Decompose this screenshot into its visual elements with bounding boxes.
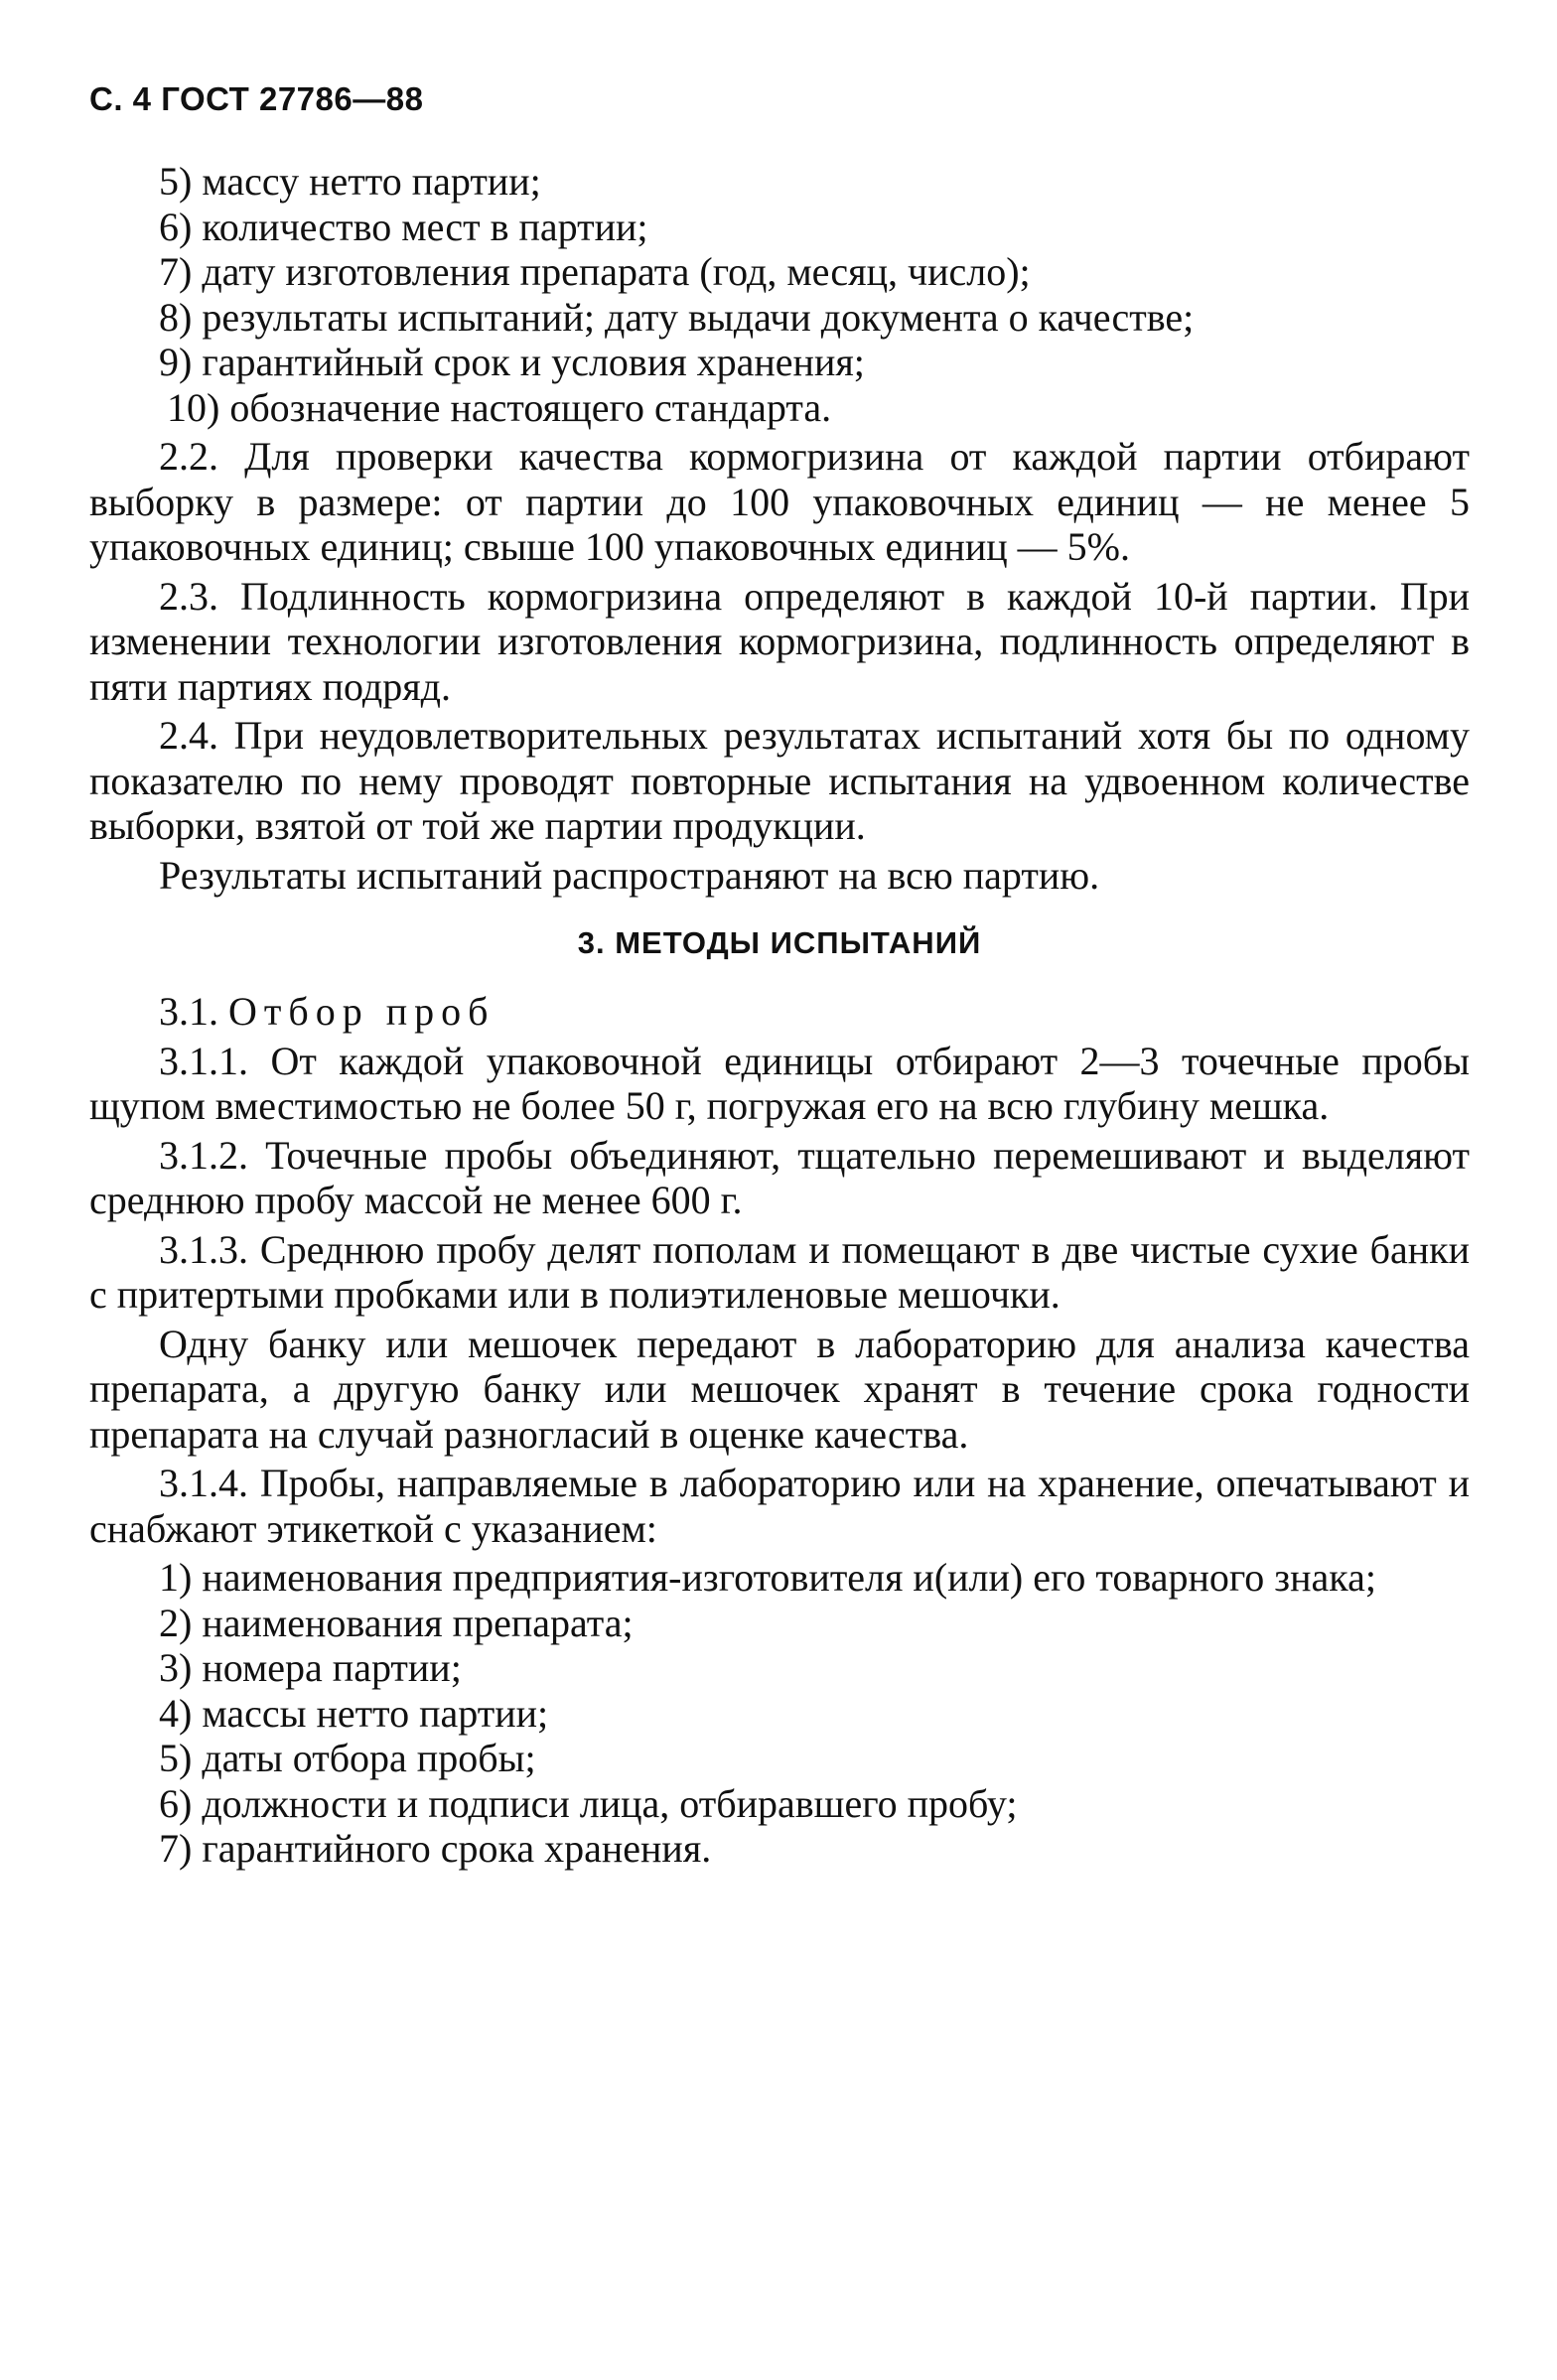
list-item: 5) даты отбора пробы; (159, 1736, 536, 1780)
paragraph-3-1-4: 3.1.4. Пробы, направляемые в лабораторию или на хранение, опечатывают и снабжают этикеткой с указанием: (89, 1461, 1470, 1551)
list-item: 6) количество мест в партии; (159, 204, 648, 249)
list-item: 7) дату изготовления препарата (год, месяц, число); (159, 249, 1031, 294)
list-item: 4) массы нетто партии; (159, 1690, 549, 1736)
list-item: 1) наименования предприятия-изготовителя и(или) его товарного знака; (159, 1555, 1376, 1600)
paragraph-2-4: 2.4. При неудовлетворительных результатах испытаний хотя бы по одному показателю по нему проводят повторные испытания на удвоенном количестве выборки, взятой от той же партии продукции. (89, 713, 1470, 848)
subsection-title: Отбор проб (228, 989, 495, 1034)
list-item: 9) гарантийный срок и условия хранения; (159, 340, 865, 384)
list-item: 5) массу нетто партии; (159, 159, 541, 204)
paragraph-one-jar: Одну банку или мешочек передают в лабораторию для анализа качества препарата, а другую банку или мешочек хранят в течение срока годности препарата на случай разногласий в оценке качества. (89, 1321, 1470, 1457)
list-item: 8) результаты испытаний; дату выдачи документа о качестве; (159, 294, 1195, 340)
document-page (89, 79, 1470, 1872)
paragraph-2-3: 2.3. Подлинность кормогризина определяют в каждой 10-й партии. При изменении технологии изготовления кормогризина, подлинность определяют в пяти партиях подряд. (89, 573, 1470, 709)
paragraph-2-2: 2.2. Для проверки качества кормогризина от каждой партии отбирают выборку в размере: от партии до 100 упаковочных единиц — не менее 5 упаковочных единиц; свыше 100 упаковочных единиц — 5%. (89, 434, 1470, 569)
subsection-3-1 (89, 989, 1470, 1035)
list-item: 7) гарантийного срока хранения. (159, 1826, 712, 1871)
list-item: 10) обозначение настоящего стандарта. (167, 384, 832, 430)
paragraph-3-1-2: 3.1.2. Точечные пробы объединяют, тщательно перемешивают и выделяют среднюю пробу массой не менее 600 г. (89, 1132, 1470, 1222)
paragraph-results: Результаты испытаний распространяют на всю партию. (159, 852, 1100, 898)
list-item: 3) номера партии; (159, 1645, 462, 1690)
section-title: 3. МЕТОДЫ ИСПЫТАНИЙ (577, 925, 982, 960)
paragraph-3-1-3: 3.1.3. Среднюю пробу делят пополам и помещают в две чистые сухие банки с притертыми пробками или в полиэтиленовые мешочки. (89, 1226, 1470, 1317)
subsection-number: 3.1. (159, 989, 218, 1034)
list-item: 6) должности и подписи лица, отбиравшего пробу; (159, 1780, 1018, 1826)
paragraph-3-1-1: 3.1.1. От каждой упаковочной единицы отбирают 2—3 точечные пробы щупом вместимостью не более 50 г, погружая его на всю глубину мешка. (89, 1038, 1470, 1128)
list-item: 2) наименования препарата; (159, 1600, 634, 1645)
page-header: С. 4 ГОСТ 27786—88 (89, 80, 424, 117)
